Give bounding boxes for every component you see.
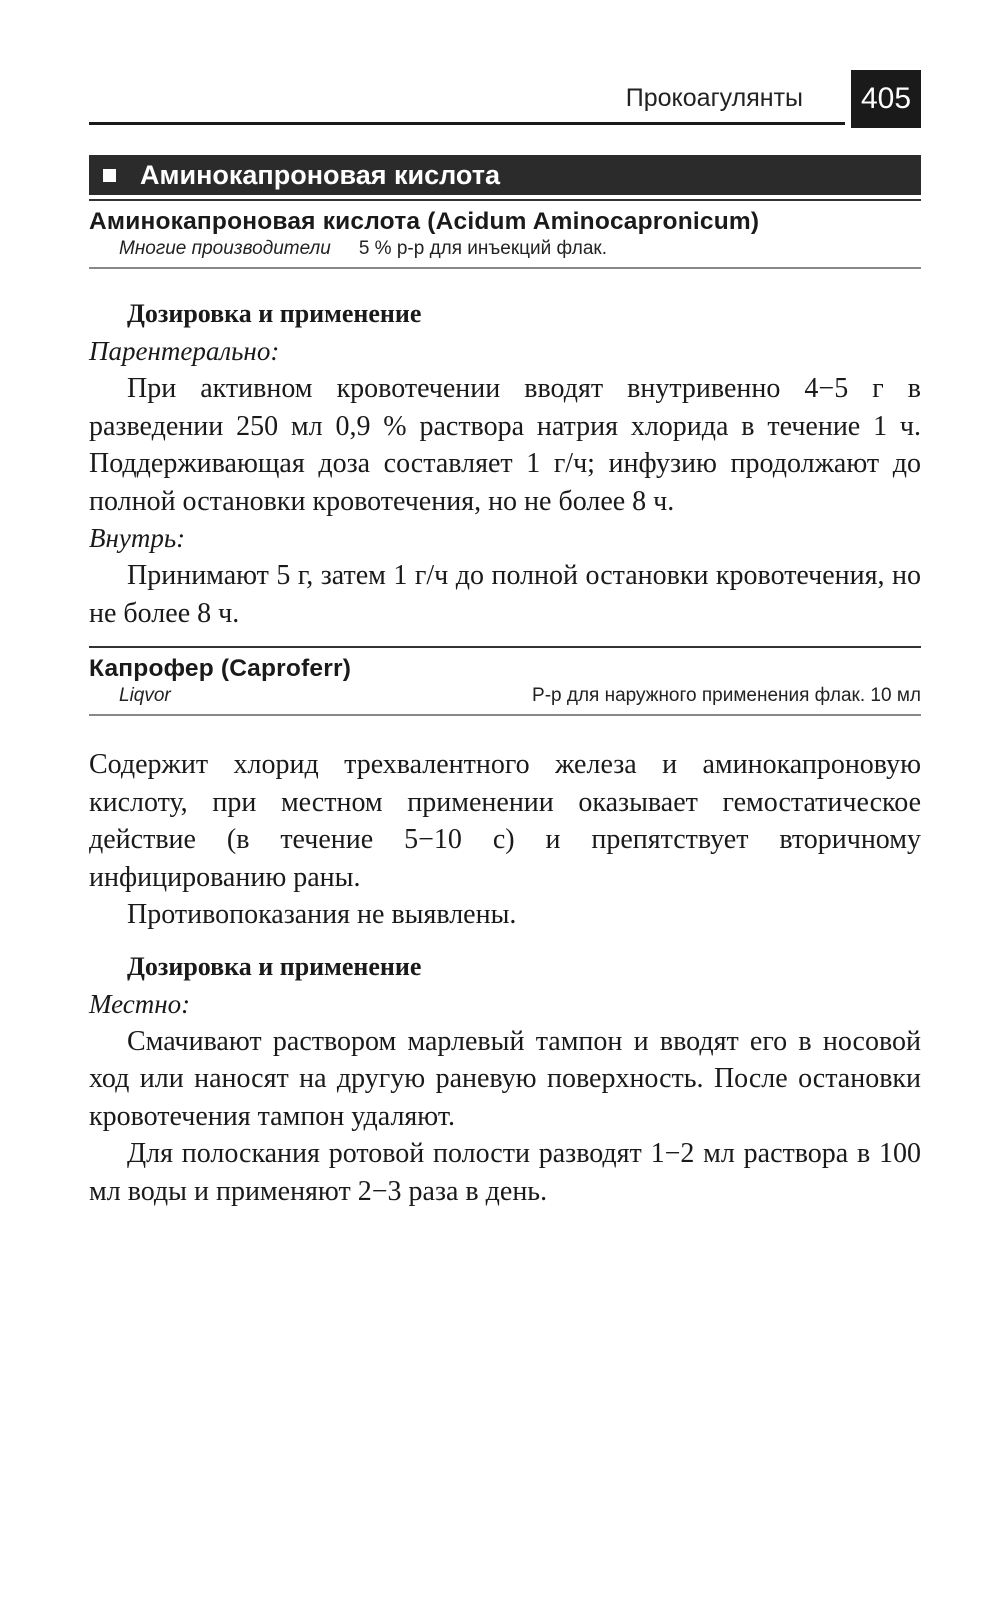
section-title-bar xyxy=(89,155,921,195)
running-header-title: Прокоагулянты xyxy=(625,84,803,112)
local-paragraph: Смачивают раствором марлевый тампон и вводят его в носовой ход или наносят на другую раневую поверхность. После остановки кровотечения тампон удаляют. xyxy=(89,1025,921,1132)
drug-header-aminocaproic xyxy=(89,199,921,269)
dosage-heading: Дозировка и применение xyxy=(127,951,422,981)
drug-form: Р-р для наружного применения флак. 10 мл xyxy=(532,685,921,706)
drug-manufacturer: Liqvor xyxy=(119,685,171,706)
dosage-heading: Дозировка и применение xyxy=(127,299,422,328)
drug-meta xyxy=(89,684,921,708)
route-parenteral: Парентерально: xyxy=(89,336,280,366)
running-header-rule xyxy=(89,122,845,125)
drug-name: Аминокапроновая кислота (Acidum Aminocapronicum) xyxy=(89,208,760,235)
oral-paragraph: Принимают 5 г, затем 1 г/ч до полной остановки кровотечения, но не более 8 ч. xyxy=(89,560,921,629)
drug-manufacturer: Многие производители xyxy=(119,238,331,259)
page-number: 405 xyxy=(851,70,921,128)
rinse-paragraph: Для полоскания ротовой полости разводят 1−2 мл раствора в 100 мл воды и применяют 2−3 раза в день. xyxy=(89,1138,921,1207)
route-oral: Внутрь: xyxy=(89,523,186,553)
parenteral-paragraph: При активном кровотечении вводят внутривенно 4−5 г в разведении 250 мл 0,9 % раствора натрия хлорида в течение 1 ч. Поддерживающая доза составляет 1 г/ч; инфузию продолжают до полной остановки кровотечения, но не более 8 ч. xyxy=(89,373,921,517)
drug-meta xyxy=(89,237,921,261)
description-paragraph: Содержит хлорид трехвалентного железа и аминокапроновую кислоту, при местном применении оказывает гемостатическое действие (в течение 5−10 с) и препятствует вторичному инфицированию раны. xyxy=(89,749,921,893)
section-title: Аминокапроновая кислота xyxy=(140,159,500,190)
drug-header-caproferr xyxy=(89,646,921,716)
route-local: Местно: xyxy=(89,988,191,1019)
drug-name: Капрофер (Caproferr) xyxy=(89,655,352,682)
drug-form: 5 % р-р для инъекций флак. xyxy=(358,238,608,259)
running-header xyxy=(89,70,921,130)
square-bullet-icon xyxy=(103,169,116,182)
contraindications-paragraph: Противопоказания не выявлены. xyxy=(127,899,517,930)
page xyxy=(89,70,921,1210)
